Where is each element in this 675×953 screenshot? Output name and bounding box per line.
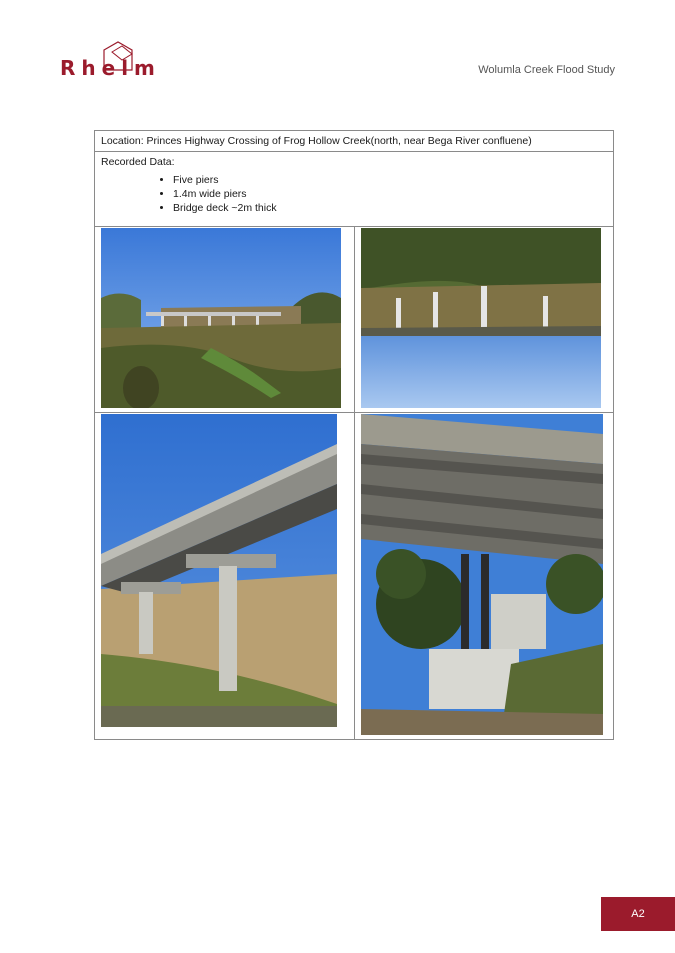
page-number-badge [601,897,675,931]
photo-bridge-abutment [361,414,603,735]
column-divider [354,227,355,740]
recorded-data-row [95,152,613,227]
row-divider [95,412,613,413]
recorded-data-label: Recorded Data: [101,156,175,168]
location-row: Location: Princes Highway Crossing of Frog Hollow Creek(north, near Bega River confluene) [95,131,613,152]
logo-text: Rhelm [60,56,161,80]
document-title: Wolumla Creek Flood Study [478,64,615,76]
recorded-data-list [101,174,607,214]
rhelm-logo [60,40,180,82]
list-item: • Five piers [173,174,607,186]
photo-bridge-distant [101,228,341,408]
list-item: • 1.4m wide piers [173,188,607,200]
photo-piers-reflection [361,228,601,408]
site-data-table [94,130,614,740]
photo-bridge-underside [101,414,337,727]
list-item: • Bridge deck ~2m thick [173,202,607,214]
page-number: A2 [631,908,645,920]
